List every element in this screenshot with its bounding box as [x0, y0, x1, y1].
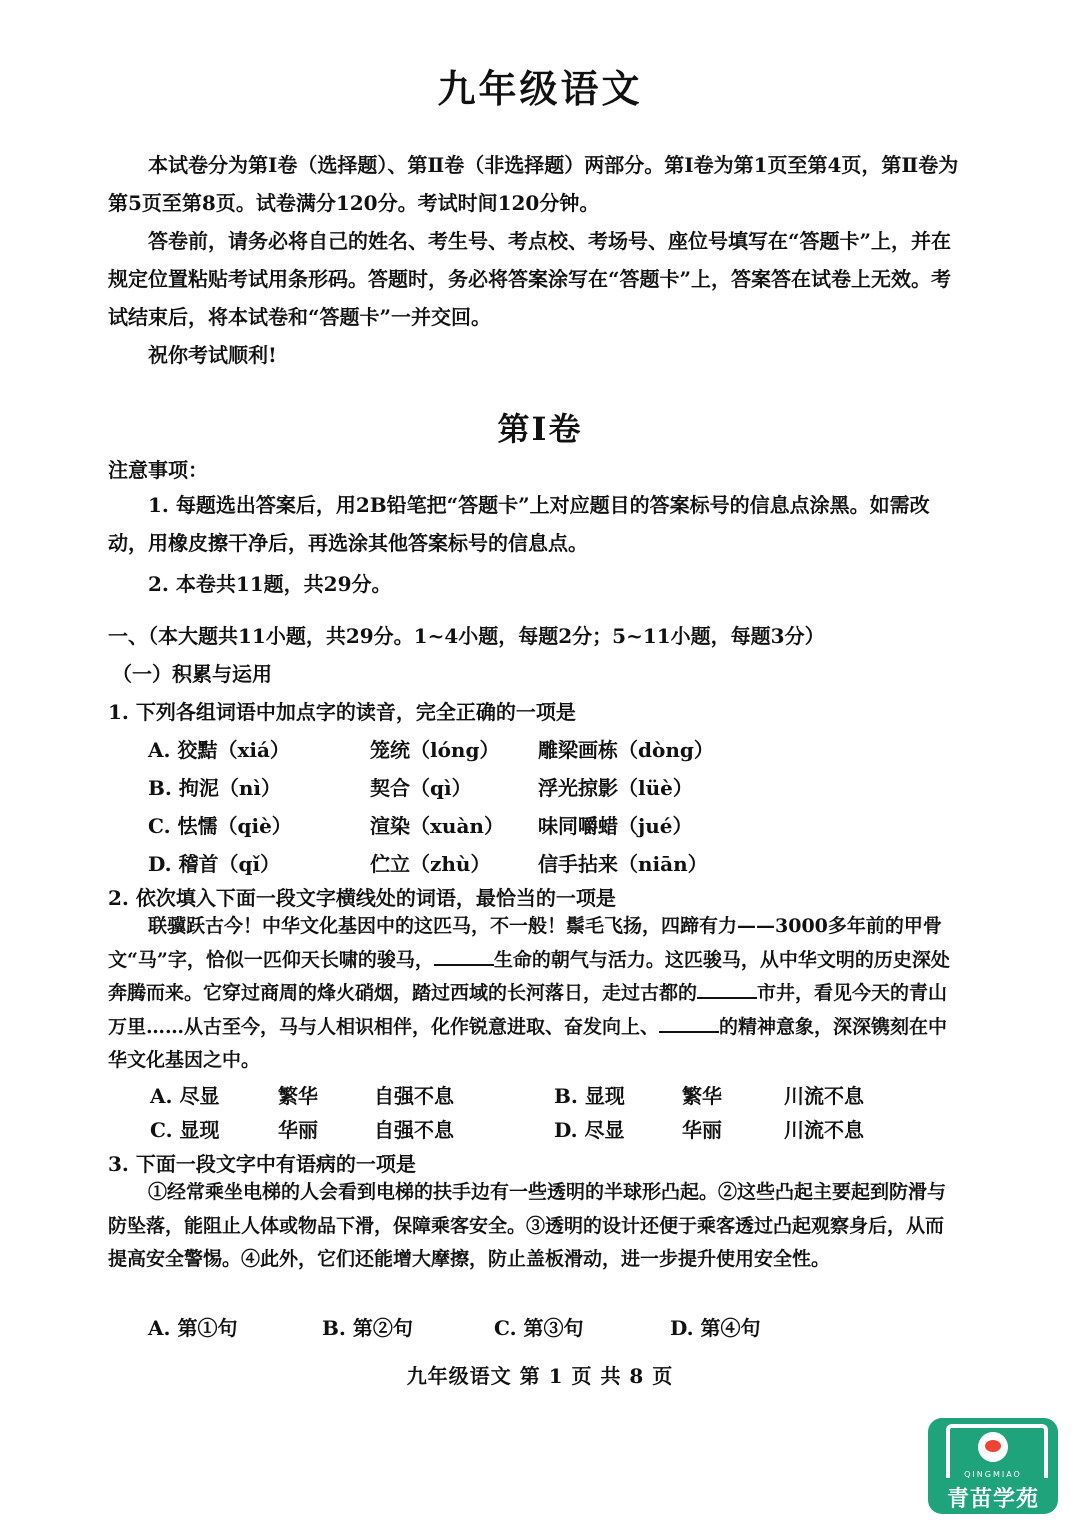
q1-option-b-3: 浮光掠影（lüè）: [538, 776, 693, 800]
q3-option-c: C. 第③句: [494, 1316, 584, 1340]
q2-option-d-2: 华丽: [682, 1118, 722, 1142]
q2-option-a-1: A. 尽显: [150, 1084, 220, 1108]
page-footer: 九年级语文 第 1 页 共 8 页: [406, 1364, 674, 1388]
q3-stem: 3. 下面一段文字中有语病的一项是: [108, 1152, 416, 1176]
q2-option-a-3: 自强不息: [374, 1084, 454, 1108]
notes-item-1: 1. 每题选出答案后，用2B铅笔把“答题卡”上对应题目的答案标号的信息点涂黑。如需改动，用橡皮擦干净后，再选涂其他答案标号的信息点。: [108, 493, 930, 555]
q1-option-d-1: D. 稽首（qǐ）: [148, 852, 281, 876]
q2-passage-part-1: 联骥跃古今！中华文化基因中的这匹马，不一般！鬃毛飞扬，四蹄有力——3000多年前的甲骨文“马”字，恰似一匹仰天长啸的骏马，: [108, 915, 942, 971]
logo-english-text: QINGMIAO: [964, 1470, 1022, 1479]
q1-option-b-1: B. 拘泥（nì）: [148, 776, 281, 800]
page-title: 九年级语文: [437, 66, 643, 111]
q3-option-d: D. 第④句: [670, 1316, 761, 1340]
q1-option-c-1: C. 怯懦（qiè）: [148, 814, 292, 838]
q2-passage: [108, 910, 960, 1078]
q2-passage-part-2: 生命的朝气与活力。这匹骏马，从中华文明的历史深处奔腾而来。它穿过商周的烽火硝烟，踏过西域的长河落日，走过古都的: [108, 948, 950, 1004]
notes-heading: 注意事项：: [108, 458, 208, 482]
intro-paragraph-3: 祝你考试顺利!: [148, 343, 277, 367]
q2-option-d-3: 川流不息: [784, 1118, 864, 1142]
q2-passage-part-4: 的精神意象，深深镌刻在中华文化基因之中。: [108, 1015, 948, 1071]
notes-item-2: 2. 本卷共11题，共29分。: [148, 572, 392, 596]
q2-blank-3: [659, 1013, 719, 1033]
q1-option-a-3: 雕梁画栋（dòng）: [538, 738, 714, 762]
q1-option-c-3: 味同嚼蜡（jué）: [538, 814, 693, 838]
q1-stem: 1. 下列各组词语中加点字的读音，完全正确的一项是: [108, 700, 576, 724]
q1-option-a-2: 笼统（lóng）: [370, 738, 500, 762]
q2-stem: 2. 依次填入下面一段文字横线处的词语，最恰当的一项是: [108, 886, 616, 910]
q2-passage-part-3: 市井，看见今天的青山万里……从古至今，马与人相识相伴，化作锐意进取、奋发向上、: [108, 982, 948, 1038]
intro-paragraph-2: 答卷前，请务必将自己的姓名、考生号、考点校、考场号、座位号填写在“答题卡”上，并在规定位置粘贴考试用条形码。答题时，务必将答案涂写在“答题卡”上，答案答在试卷上无效。考试结束后，将本试卷和“答题卡”一并交回。: [108, 229, 952, 329]
q2-blank-1: [434, 946, 494, 966]
logo-chinese-text: 青苗学苑: [946, 1487, 1039, 1512]
q1-option-c-2: 渲染（xuàn）: [370, 814, 504, 838]
lion-mascot-icon: [978, 1432, 1008, 1462]
q2-option-a-2: 繁华: [278, 1084, 318, 1108]
q1-option-b-2: 契合（qì）: [370, 776, 472, 800]
q3-passage: ①经常乘坐电梯的人会看到电梯的扶手边有一些透明的半球形凸起。②这些凸起主要起到防滑与防坠落，能阻止人体或物品下滑，保障乘客安全。③透明的设计还便于乘客透过凸起观察身后，从而提高安全警惕。④此外，它们还能增大摩擦，防止盖板滑动，进一步提升使用安全性。: [108, 1181, 947, 1270]
qingmiao-logo: [928, 1418, 1058, 1514]
q1-option-d-2: 伫立（zhù）: [370, 852, 491, 876]
q2-option-b-3: 川流不息: [784, 1084, 864, 1108]
sub-heading: （一）积累与运用: [112, 662, 272, 686]
q2-option-c-1: C. 显现: [150, 1118, 220, 1142]
q1-option-a-1: A. 狡黠（xiá）: [148, 738, 290, 762]
q1-option-d-3: 信手拈来（niān）: [538, 852, 708, 876]
q2-option-c-2: 华丽: [278, 1118, 318, 1142]
q2-option-c-3: 自强不息: [374, 1118, 454, 1142]
q2-option-b-2: 繁华: [682, 1084, 722, 1108]
q3-option-a: A. 第①句: [148, 1316, 238, 1340]
q2-option-d-1: D. 尽显: [554, 1118, 625, 1142]
section-title: 第Ⅰ卷: [497, 410, 583, 448]
part-heading: 一、（本大题共11小题，共29分。1~4小题，每题2分；5~11小题，每题3分）: [108, 624, 825, 648]
q2-blank-2: [697, 979, 757, 999]
q3-option-b: B. 第②句: [322, 1316, 413, 1340]
q2-option-b-1: B. 显现: [554, 1084, 625, 1108]
intro-paragraph-1: 本试卷分为第Ⅰ卷（选择题）、第Ⅱ卷（非选择题）两部分。第Ⅰ卷为第1页至第4页，第Ⅱ卷为第5页至第8页。试卷满分120分。考试时间120分钟。: [108, 153, 959, 215]
